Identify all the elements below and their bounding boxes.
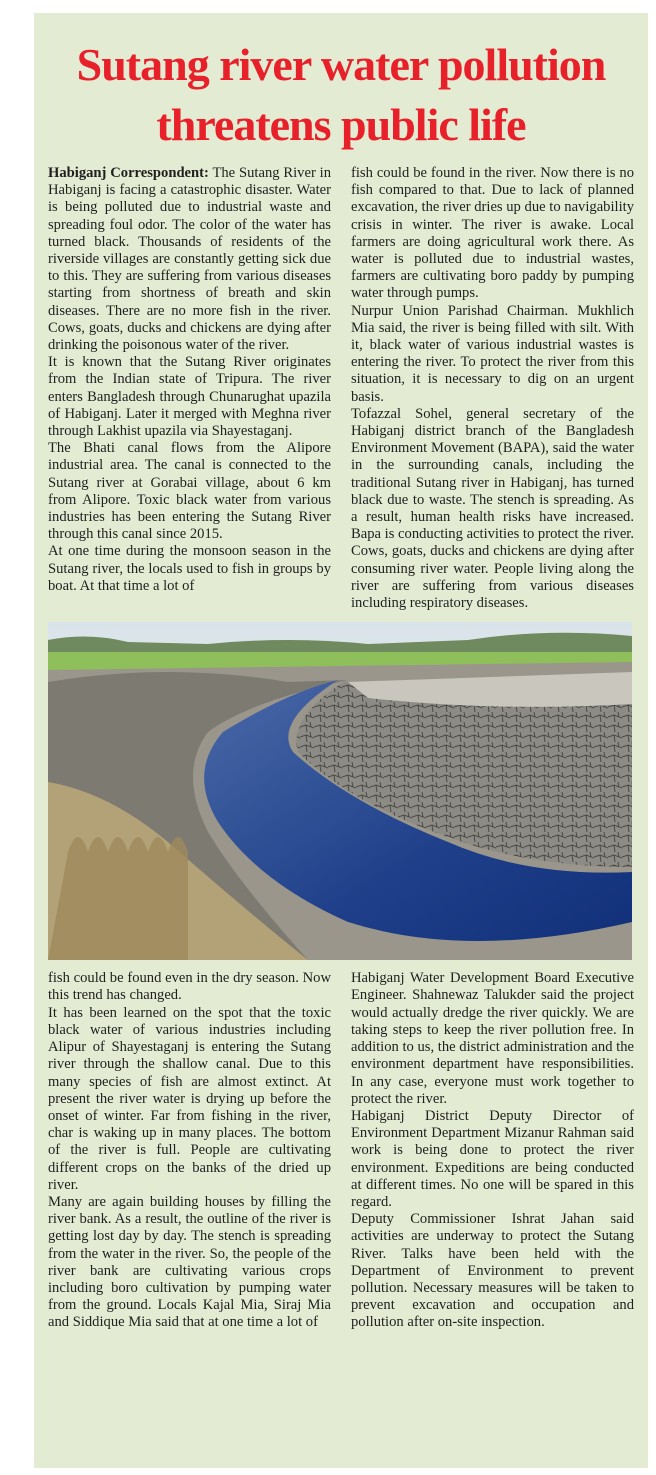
- column-top-left: [48, 165, 331, 612]
- paragraph: At one time during the monsoon season in the Sutang river, the locals used to fish in groups by boat. At that time a lot of: [48, 543, 331, 594]
- top-columns: [48, 165, 634, 612]
- headline-line-1: [48, 35, 634, 95]
- headline-text-2: threatens public life: [156, 99, 526, 150]
- bottom-columns: [48, 970, 634, 1331]
- column-top-right: [351, 165, 634, 612]
- paragraph: Tofazzal Sohel, general secretary of the Habiganj district branch of the Bangladesh Environment Movement (BAPA), said the water in the surrounding canals, including the traditional Sutang river in Habiganj, has turned black due to waste. The stench is spreading. As a result, human health risks have increased. Bapa is conducting activities to protect the river. Cows, goats, ducks and chickens are dying after consuming river water. People living along the river are suffering from various diseases including respiratory diseases.: [351, 405, 634, 612]
- paragraph: Habiganj Water Development Board Executive Engineer. Shahnewaz Talukder said the project would actually dredge the river quickly. We are taking steps to keep the river pollution free. In addition to us, the district administration and the environment department have responsibilities. In any case, everyone must work together to protect the river.: [351, 970, 634, 1107]
- headline-text-1: Sutang river water pollution: [76, 39, 606, 90]
- paragraph: Habiganj District Deputy Director of Environment Department Mizanur Rahman said work is being done to protect the river environment. Expeditions are being conducted at different times. No one will be spared in this regard.: [351, 1107, 634, 1210]
- paragraph: Nurpur Union Parishad Chairman. Mukhlich Mia said, the river is being filled with silt. With it, black water of various industrial wastes is entering the river. To protect the river from this situation, it is necessary to dig on an urgent basis.: [351, 302, 634, 405]
- headline-line-2: [48, 95, 634, 155]
- byline: Habiganj Correspondent:: [48, 165, 209, 181]
- news-clipping: [34, 13, 648, 1468]
- paragraph: fish could be found in the river. Now there is no fish compared to that. Due to lack of planned excavation, the river dries up due to navigability crisis in winter. The river is awake. Local farmers are doing agricultural work there. As water is polluted due to industrial wastes, farmers are cultivating boro paddy by pumping water through pumps.: [351, 165, 634, 302]
- paragraph: The Bhati canal flows from the Alipore industrial area. The canal is connected to the Sutang river at Gorabai village, about 6 km from Alipore. Toxic black water from various industries has been entering the Sutang River through this canal since 2015.: [48, 440, 331, 543]
- paragraph: [48, 165, 331, 354]
- paragraph: Many are again building houses by filling the river bank. As a result, the outline of the river is getting lost day by day. The stench is spreading from the water in the river. So, the people of the river bank are cultivating various crops including boro cultivation by pumping water from the ground. Locals Kajal Mia, Siraj Mia and Siddique Mia said that at one time a lot of: [48, 1193, 331, 1331]
- paragraph: It has been learned on the spot that the toxic black water of various industries including Alipur of Shayestaganj is entering the Sutang river through the shallow canal. Due to this many species of fish are almost extinct. At present the river water is drying up before the onset of winter. Far from fishing in the river, char is waking up in many places. The bottom of the river is full. People are cultivating different crops on the banks of the dried up river.: [48, 1004, 331, 1193]
- column-bottom-left: [48, 970, 331, 1331]
- column-bottom-right: [351, 970, 634, 1331]
- river-photo: [48, 622, 632, 960]
- paragraph: It is known that the Sutang River originates from the Indian state of Tripura. The river enters Bangladesh through Chunarughat upazila of Habiganj. Later it merged with Meghna river through Lakhist upazila via Shayestaganj.: [48, 354, 331, 440]
- paragraph-text: The Sutang River in Habiganj is facing a catastrophic disaster. Water is being polluted due to industrial waste and spreading foul odor. The color of the water has turned black. Thousands of residents of the riverside villages are constantly getting sick due to this. They are suffering from various diseases starting from shortness of breath and skin diseases. There are no more fish in the river. Cows, goats, ducks and chickens are dying after drinking the poisonous water of the river.: [48, 165, 331, 354]
- paragraph: fish could be found even in the dry season. Now this trend has changed.: [48, 970, 331, 1004]
- paragraph: Deputy Commissioner Ishrat Jahan said activities are underway to protect the Sutang River. Talks have been held with the Department of Environment to prevent pollution. Necessary measures will be taken to prevent excavation and occupation and pollution after on-site inspection.: [351, 1211, 634, 1331]
